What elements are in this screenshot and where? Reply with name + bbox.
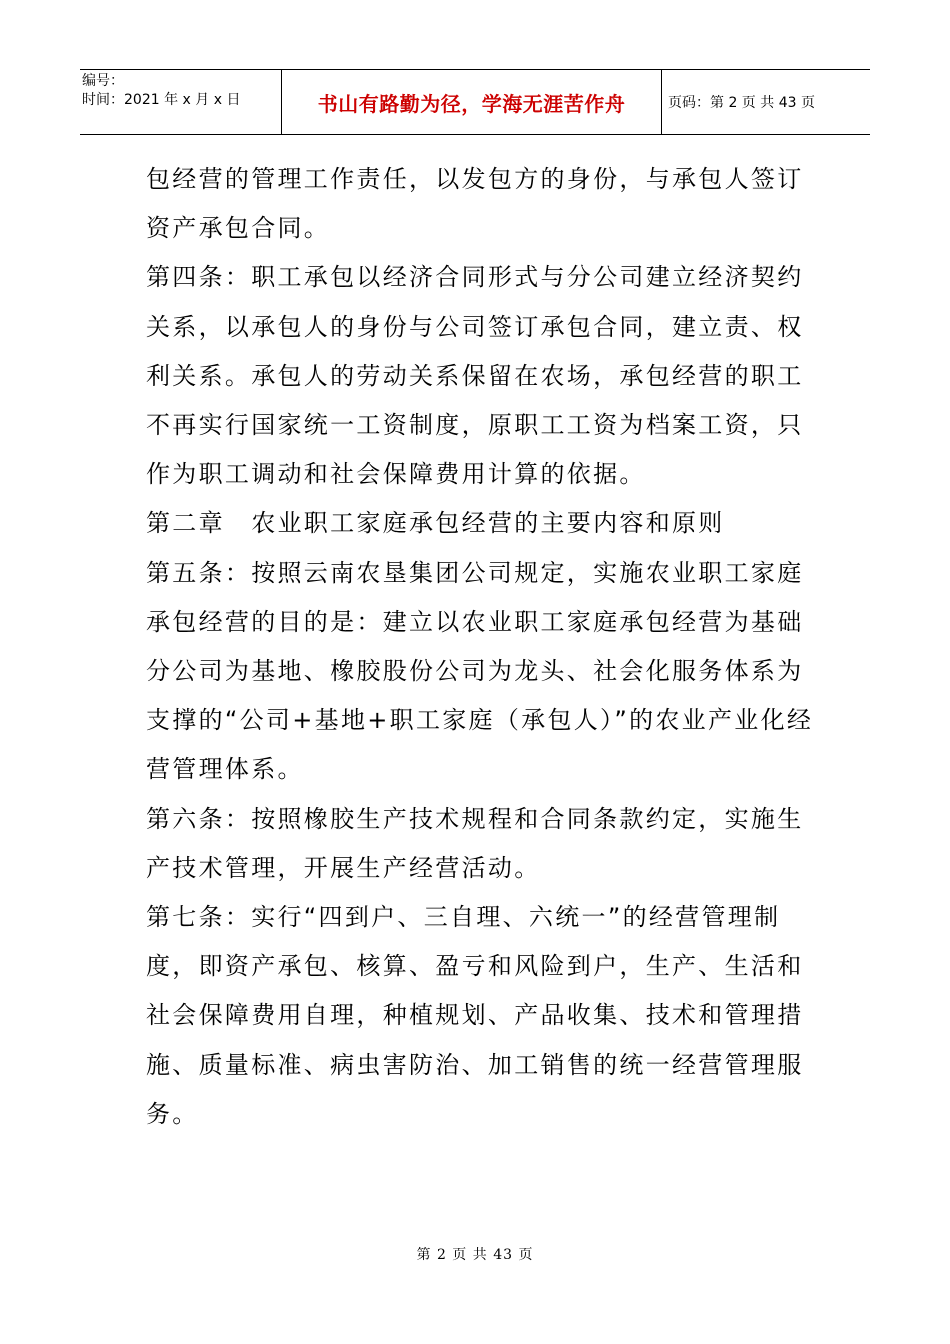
paragraph: 第四条：职工承包以经济合同形式与分公司建立经济契约关系，以承包人的身份与公司签订承包合同，建立责、权利关系。承包人的劳动关系保留在农场，承包经营的职工不再实行国家统一工资制度，原职工工资为档案工资，只作为职工调动和社会保障费用计算的依据。 — [146, 263, 804, 489]
header-page-info: 页码：第 2 页 共 43 页 — [668, 95, 815, 111]
paragraph: 包经营的管理工作责任，以发包方的身份，与承包人签订资产承包合同。 — [146, 165, 804, 243]
date-line: 时间：2021 年 x 月 x 日 — [82, 92, 241, 108]
header-meta — [80, 70, 282, 134]
document-body — [146, 155, 816, 1139]
paragraph: 第七条：实行“四到户、三自理、六统一”的经营管理制度，即资产承包、核算、盈亏和风险到户，生产、生活和社会保障费用自理，种植规划、产品收集、技术和管理措施、质量标准、病虫害防治、加工销售的统一经营管理服务。 — [146, 903, 804, 1128]
paragraph: 第六条：按照橡胶生产技术规程和合同条款约定，实施生产技术管理，开展生产经营活动。 — [146, 804, 804, 882]
chapter-heading: 第二章 农业职工家庭承包经营的主要内容和原则 — [146, 509, 725, 538]
serial-number-label: 编号： — [82, 73, 124, 89]
paragraph: 第五条：按照云南农垦集团公司规定，实施农业职工家庭承包经营的目的是：建立以农业职工家庭承包经营为基础分公司为基地、橡胶股份公司为龙头、社会化服务体系为支撑的“公司+基地+职工家庭（承包人）”的农业产业化经营管理体系。 — [146, 558, 814, 784]
page-header — [80, 69, 870, 135]
header-motto: 书山有路勤为径，学海无涯苦作舟 — [282, 70, 662, 134]
page-footer: 第 2 页 共 43 页 — [416, 1247, 534, 1263]
